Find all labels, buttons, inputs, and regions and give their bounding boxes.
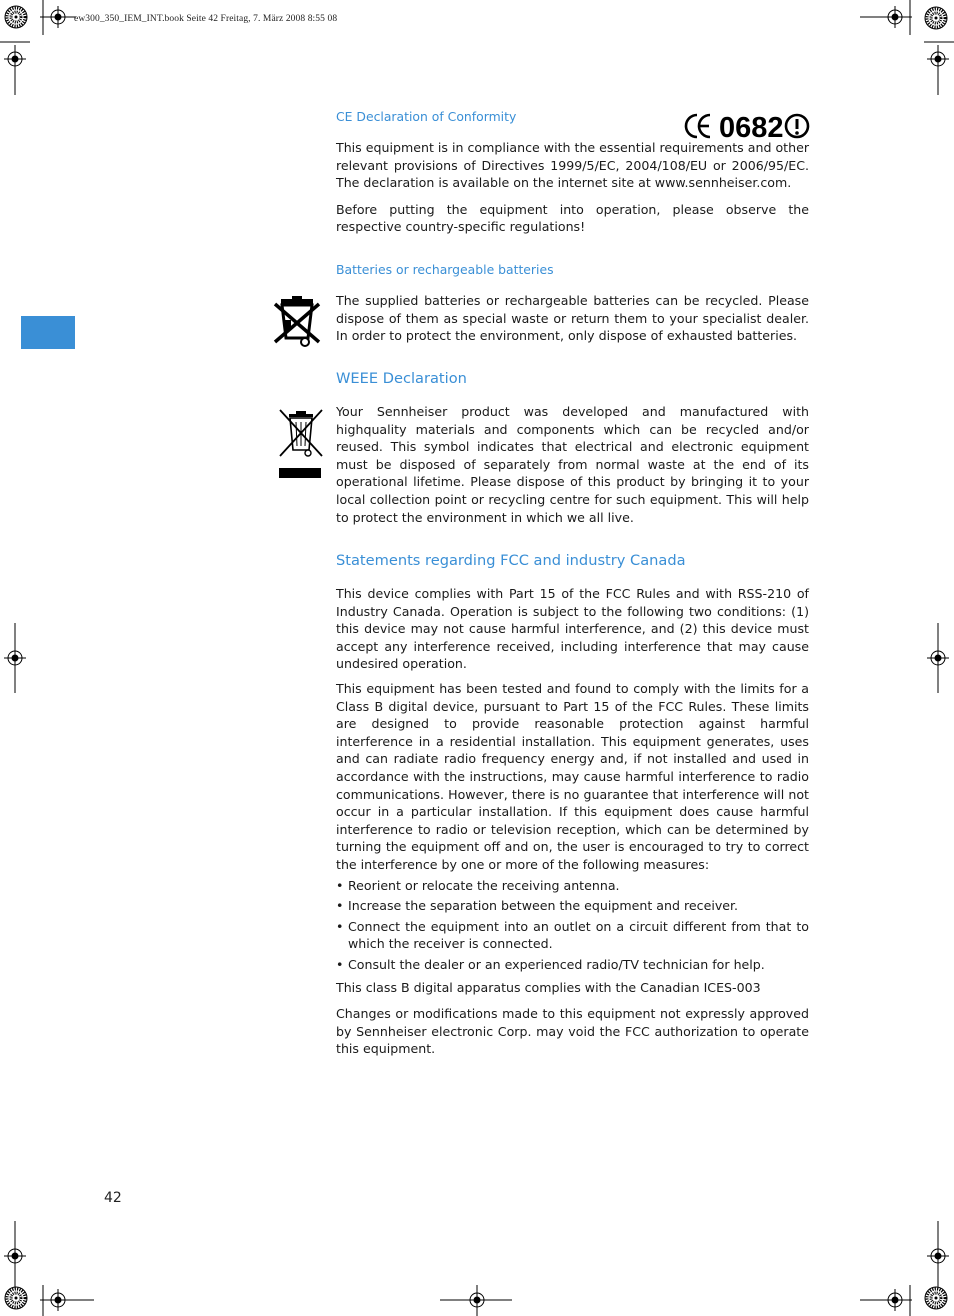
weee-section <box>336 370 809 388</box>
weee-body <box>336 403 809 526</box>
batteries-section <box>336 261 809 279</box>
list-item: • Increase the separation between the equipment and receiver. <box>336 897 809 915</box>
batteries-body <box>336 292 809 345</box>
fcc-paragraph-1: This device complies with Part 15 of the FCC Rules and with RSS-210 of Industry Canada. Operation is subject to the following two conditions: (1) this device may not cause harmful interference, and (2) this device must accept any interference received, including interference that may cause undesired operation. <box>336 586 809 672</box>
ce-mark-number: 0682 <box>719 112 784 142</box>
fcc-paragraph-4: Changes or modifications made to this equipment not expressly approved by Sennheiser electronic Corp. may void the FCC authorization to operate this equipment. <box>336 1006 809 1057</box>
fcc-section <box>336 552 809 570</box>
weee-crossed-bin-icon <box>278 408 324 480</box>
page-number: 42 <box>104 1190 122 1206</box>
fcc-measures-list <box>336 877 809 974</box>
fcc-heading: Statements regarding FCC and industry Canada <box>336 552 686 569</box>
print-header: ew300_350_IEM_INT.book Seite 42 Freitag, 7. März 2008 8:55 08 <box>74 14 338 24</box>
ce-body <box>336 139 809 236</box>
chapter-tab <box>21 316 75 349</box>
fcc-body <box>336 585 809 1058</box>
list-item: • Consult the dealer or an experienced radio/TV technician for help. <box>336 956 809 974</box>
batteries-paragraph: The supplied batteries or rechargeable batteries can be recycled. Please dispose of them as special waste or return them to your specialist dealer. In order to protect the environment, only dispose of exhausted batteries. <box>336 293 809 344</box>
weee-heading: WEEE Declaration <box>336 370 467 387</box>
ce-section <box>336 108 809 126</box>
batteries-heading: Batteries or rechargeable batteries <box>336 262 554 277</box>
ce-paragraph-1: This equipment is in compliance with the essential requirements and other relevant provisions of Directives 1999/5/EC, 2004/108/EU or 2006/95/EC. The declaration is available on the internet site at www.sennheiser.com. <box>336 140 809 191</box>
list-item: • Connect the equipment into an outlet on a circuit different from that to which the receiver is connected. <box>336 918 809 953</box>
ce-paragraph-2: Before putting the equipment into operation, please observe the respective country-specific regulations! <box>336 201 809 235</box>
weee-paragraph: Your Sennheiser product was developed and manufactured with highquality materials and components which can be recycled and/or reused. This symbol indicates that electrical and electronic equipment must be disposed of separately from normal waste at the end of its operational lifetime. Please dispose of this product by bringing it to your local collection point or recycling centre for such equipment. This will help to protect the environment in which we all live. <box>336 404 809 525</box>
battery-recycling-bin-icon <box>272 296 322 348</box>
fcc-paragraph-3: This class B digital apparatus complies with the Canadian ICES-003 <box>336 980 761 996</box>
list-item: • Reorient or relocate the receiving antenna. <box>336 877 809 895</box>
fcc-paragraph-2: This equipment has been tested and found to comply with the limits for a Class B digital device, pursuant to Part 15 of the FCC Rules. These limits are designed to provide reasonable protection against harmful interference in a residential installation. This equipment generates, uses and can radiate radio frequency energy and, if not installed and used in accordance with the instructions, may cause harmful interference to radio communications. However, there is no guarantee that interference will not occur in a particular installation. If this equipment does cause harmful interference to radio or television reception, which can be determined by turning the equipment off and on, the user is encouraged to try to correct the interference by one or more of the following measures: <box>336 680 809 872</box>
ce-heading: CE Declaration of Conformity <box>336 109 517 124</box>
